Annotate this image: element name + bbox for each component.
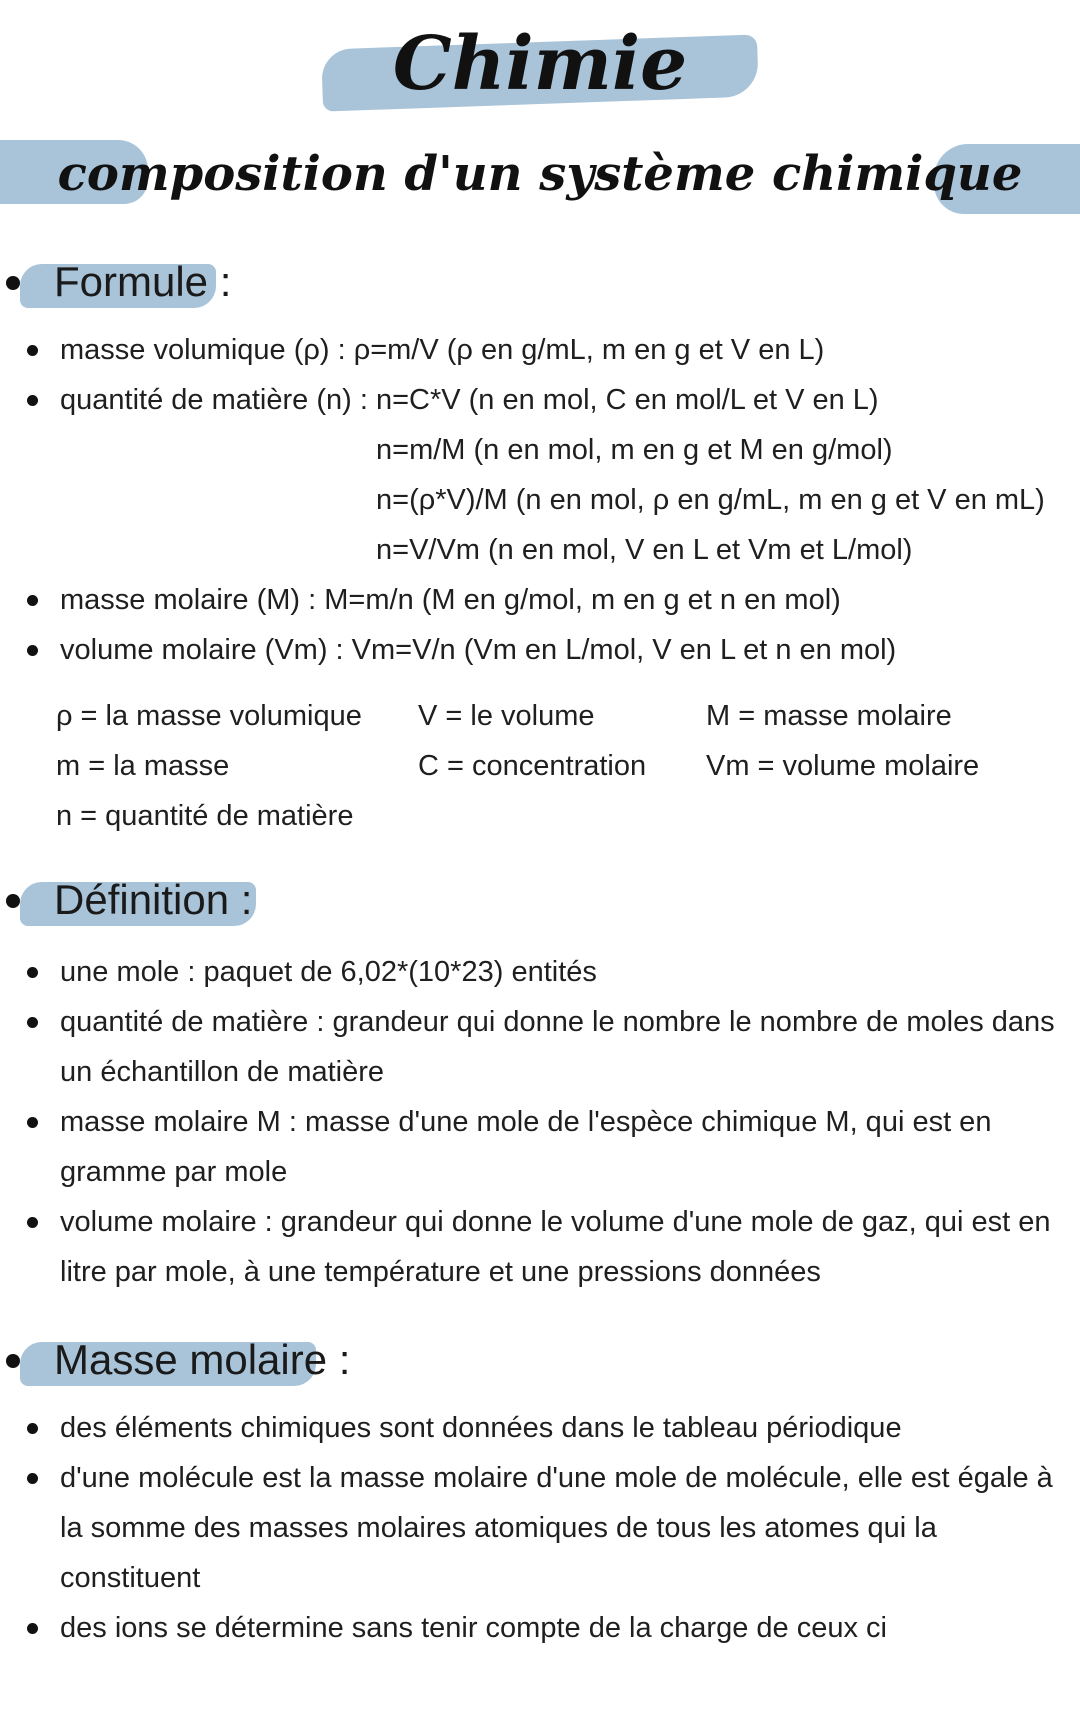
formula-line: n=m/M (n en mol, m en g et M en g/mol) xyxy=(376,434,893,466)
formule-continuation xyxy=(376,425,1045,575)
legend-entry: M = masse molaire xyxy=(706,700,952,732)
list-item: des éléments chimiques sont données dans le tableau périodique xyxy=(0,1403,1080,1453)
section-definition-heading xyxy=(0,870,1080,930)
heading-bullet xyxy=(6,1354,20,1368)
heading-label: Masse molaire : xyxy=(54,1336,351,1383)
formula-line: n=(ρ*V)/M (n en mol, ρ en g/mL, m en g et V en mL) xyxy=(376,484,1045,516)
list-item: masse molaire (M) : M=m/n (M en g/mol, m en g et n en mol) xyxy=(0,575,1080,625)
section-formule-heading xyxy=(0,252,1080,312)
legend-entry: n = quantité de matière xyxy=(56,800,354,832)
heading-label: Formule : xyxy=(54,258,232,305)
list-item: des ions se détermine sans tenir compte de la charge de ceux ci xyxy=(0,1603,1080,1653)
section-masse-molaire-heading xyxy=(0,1330,1080,1390)
page-subtitle: composition d'un système chimique xyxy=(57,146,1023,202)
legend-entry: V = le volume xyxy=(418,700,595,732)
legend-entry: ρ = la masse volumique xyxy=(56,700,362,732)
formula-line: n=V/Vm (n en mol, V en L et Vm et L/mol) xyxy=(376,534,913,566)
legend-entry: m = la masse xyxy=(56,750,230,782)
list-item: quantité de matière : grandeur qui donne le nombre le nombre de moles dans un échantillon de matière xyxy=(0,997,1080,1097)
formule-list-continued xyxy=(0,575,1080,675)
list-item: volume molaire : grandeur qui donne le volume d'une mole de gaz, qui est en litre par mole, à une température et une pressions données xyxy=(0,1197,1080,1297)
heading-label: Définition : xyxy=(54,876,253,923)
legend-entry: Vm = volume molaire xyxy=(706,750,980,782)
formule-list xyxy=(0,325,1080,425)
list-item: une mole : paquet de 6,02*(10*23) entités xyxy=(0,947,1080,997)
heading-bullet xyxy=(6,894,20,908)
list-item: masse volumique (ρ) : ρ=m/V (ρ en g/mL, m en g et V en L) xyxy=(0,325,1080,375)
page-title: Chimie xyxy=(392,21,688,107)
list-item: quantité de matière (n) : n=C*V (n en mol, C en mol/L et V en L) xyxy=(0,375,1080,425)
definition-list xyxy=(0,947,1080,1297)
list-item: volume molaire (Vm) : Vm=V/n (Vm en L/mol, V en L et n en mol) xyxy=(0,625,1080,675)
list-item: masse molaire M : masse d'une mole de l'espèce chimique M, qui est en gramme par mole xyxy=(0,1097,1080,1197)
list-item: d'une molécule est la masse molaire d'une mole de molécule, elle est égale à la somme des masses molaires atomiques de tous les atomes qui la constituent xyxy=(0,1453,1080,1603)
masse-molaire-list xyxy=(0,1403,1080,1653)
legend-entry: C = concentration xyxy=(418,750,647,782)
heading-bullet xyxy=(6,276,20,290)
